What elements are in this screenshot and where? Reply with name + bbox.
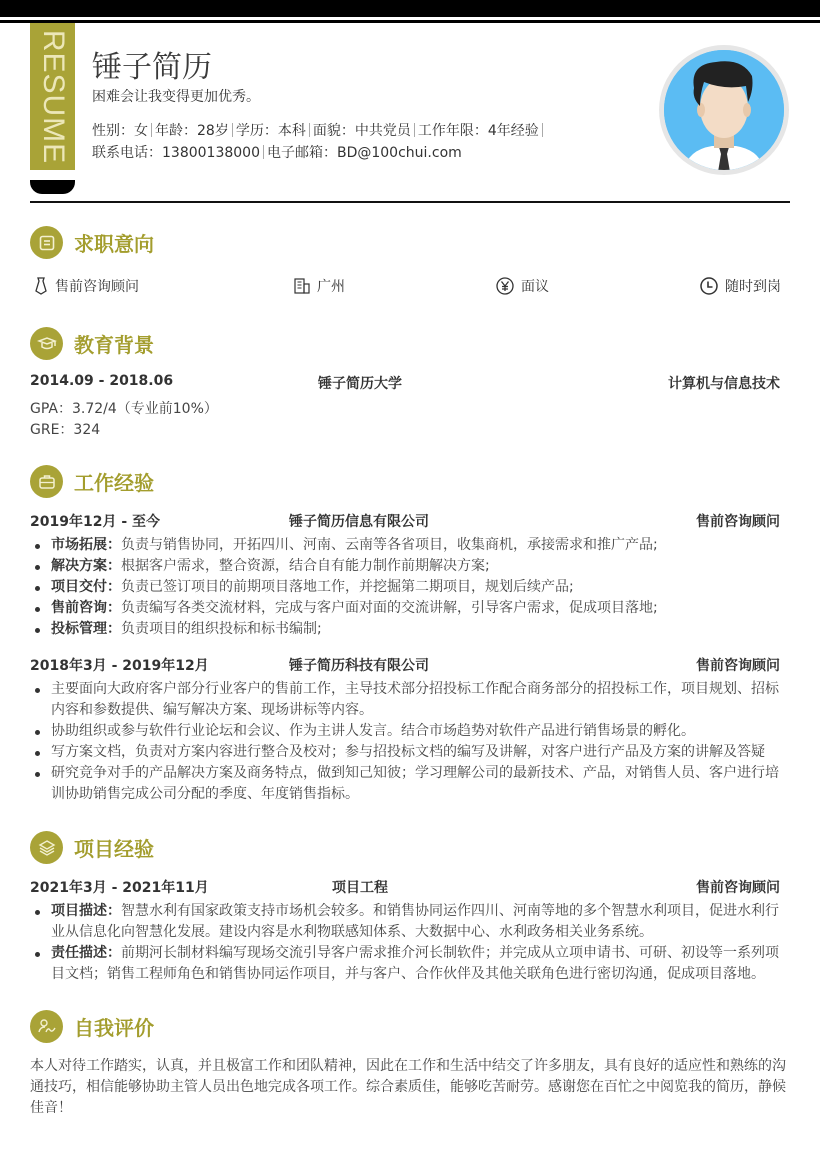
list-item: 投标管理：负责项目的组织投标和标书编制; — [30, 619, 782, 640]
section-label: 自我评价 — [74, 1016, 154, 1040]
section-label: 工作经验 — [74, 471, 154, 495]
list-item: 项目描述：智慧水利有国家政策支持市场机会较多。和销售协同运作四川、河南等地的多个智慧水利项目，促进水利行业从信息化向智慧化发展。建设内容是水利物联感知体系、大数据中心、水利政务相关业务系统。 — [30, 901, 782, 943]
info-email: 电子邮箱：BD@100chui.com — [266, 145, 462, 161]
resume-tag-cap — [30, 180, 75, 194]
job-company: 锤子简历科技有限公司 — [289, 658, 429, 674]
contact-info-row — [92, 142, 462, 162]
clock-icon — [700, 277, 718, 295]
briefcase-icon — [30, 465, 63, 498]
section-work-title — [30, 465, 154, 498]
header-divider — [30, 201, 790, 203]
education-entry-header — [30, 373, 780, 393]
list-item: 研究竞争对手的产品解决方案及商务特点，做到知己知彼；学习理解公司的最新技术、产品，对销售人员、客户进行培训协助销售完成公司分配的季度、年度销售指标。 — [30, 763, 782, 805]
education-school: 锤子简历大学 — [318, 376, 402, 392]
list-item: 协助组织或参与软件行业论坛和会议、作为主讲人发言。结合市场趋势对软件产品进行销售场景的孵化。 — [30, 721, 782, 742]
basic-info-row — [92, 120, 546, 140]
job-company: 锤子简历信息有限公司 — [289, 514, 429, 530]
resume-tag — [30, 23, 75, 170]
layers-icon — [30, 831, 63, 864]
job-period: 2018年3月 - 2019年12月 — [30, 658, 209, 674]
page-title: 锤子简历 — [92, 50, 212, 85]
project-period: 2021年3月 - 2021年11月 — [30, 880, 209, 896]
section-education-title — [30, 327, 154, 360]
divider — [414, 123, 415, 137]
info-political: 面貌：中共党员 — [312, 123, 411, 139]
intent-salary: 面议 — [496, 276, 549, 296]
person-sign-icon — [30, 1010, 63, 1043]
yen-icon — [496, 277, 514, 295]
job-role: 售前咨询顾问 — [696, 514, 780, 530]
list-item: 写方案文档，负责对方案内容进行整合及校对；参与招投标文档的编写及讲解，对客户进行产品及方案的讲解及答疑 — [30, 742, 782, 763]
info-degree: 学历：本科 — [235, 123, 306, 139]
section-label: 项目经验 — [74, 837, 154, 861]
motto: 困难会让我变得更加优秀。 — [92, 89, 260, 105]
graduation-cap-icon — [30, 327, 63, 360]
avatar-man-icon — [664, 50, 784, 170]
avatar — [659, 45, 789, 175]
education-period: 2014.09 - 2018.06 — [30, 373, 174, 389]
education-gpa: GPA：3.72/4（专业前10%） — [30, 401, 218, 417]
divider — [263, 145, 264, 159]
education-major: 计算机与信息技术 — [668, 376, 780, 392]
job-role: 售前咨询顾问 — [696, 658, 780, 674]
info-age: 年龄：28岁 — [155, 123, 229, 139]
info-years: 工作年限：4年经验 — [417, 123, 539, 139]
divider — [542, 123, 543, 137]
list-item: 主要面向大政府客户部分行业客户的售前工作，主导技术部分招投标工作配合商务部分的招投标工作，项目规划、招标内容和参数提供、编写解决方案、现场讲标等内容。 — [30, 679, 782, 721]
clipboard-icon — [30, 226, 63, 259]
education-gre: GRE：324 — [30, 422, 101, 438]
list-item: 项目交付：负责已签订项目的前期项目落地工作，并挖掘第二期项目，规划后续产品; — [30, 577, 782, 598]
list-item: 解决方案：根据客户需求，整合资源，结合自有能力制作前期解决方案; — [30, 556, 782, 577]
intent-position: 售前咨询顾问 — [34, 276, 139, 296]
self-evaluation-text: 本人对待工作踏实，认真，并且极富工作和团队精神，因此在工作和生活中结交了许多朋友，具有良好的适应性和熟练的沟通技巧，相信能够协助主管人员出色地完成各项工作。综合素质佳，能够吃苦耐劳。感谢您在百忙之中阅览我的简历，静候佳音！ — [30, 1058, 786, 1116]
section-projects-title — [30, 831, 154, 864]
project-role: 售前咨询顾问 — [696, 880, 780, 896]
project-entry-header — [30, 877, 780, 897]
info-phone: 联系电话：13800138000 — [92, 145, 260, 161]
job-bullets — [30, 679, 782, 805]
building-icon — [294, 278, 310, 294]
resume-tag-text: RESUME — [36, 29, 70, 164]
list-item: 责任描述：前期河长制材料编写现场交流引导客户需求推介河长制软件；并完成从立项申请书、可研、初设等一系列项目文档；销售工程师角色和销售协同运作项目，并与客户、合作伙伴及其他关联角色进行密切沟通，促成项目落地。 — [30, 943, 782, 985]
job-bullets — [30, 535, 782, 640]
section-intent-title — [30, 226, 154, 259]
divider — [151, 123, 152, 137]
top-bar — [0, 0, 820, 17]
info-gender: 性别：女 — [92, 123, 148, 139]
tie-icon — [34, 277, 48, 295]
list-item: 售前咨询：负责编写各类交流材料，完成与客户面对面的交流讲解，引导客户需求，促成项目落地; — [30, 598, 782, 619]
section-label: 教育背景 — [74, 333, 154, 357]
top-line — [0, 20, 820, 23]
section-label: 求职意向 — [74, 232, 154, 256]
job-intent-row — [30, 276, 790, 296]
intent-city: 广州 — [294, 276, 345, 296]
intent-availability: 随时到岗 — [700, 276, 781, 296]
list-item: 市场拓展：负责与销售协同，开拓四川、河南、云南等各省项目，收集商机，承接需求和推广产品; — [30, 535, 782, 556]
project-name: 项目工程 — [332, 880, 388, 896]
divider — [232, 123, 233, 137]
section-self-eval-title — [30, 1010, 154, 1043]
divider — [309, 123, 310, 137]
job-entry-header — [30, 511, 780, 531]
project-bullets — [30, 901, 782, 985]
job-entry-header — [30, 655, 780, 675]
job-period: 2019年12月 - 至今 — [30, 514, 161, 530]
